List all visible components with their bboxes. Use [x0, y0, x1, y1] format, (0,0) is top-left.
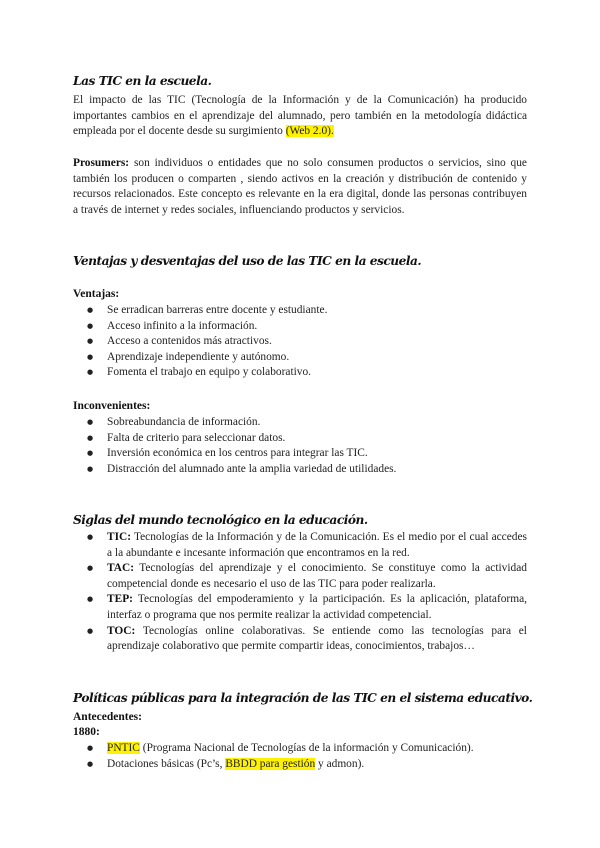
section-heading-siglas: Siglas del mundo tecnológico en la educación.	[73, 513, 368, 527]
antecedentes-list	[73, 741, 527, 772]
dotaciones-text-pre: Dotaciones básicas (Pc’s,	[107, 757, 226, 770]
sigla-text: Tecnologías de la Información y de la Comunicación. Es el medio por el cual accedes a la abundante e incesante información que encontramos en la red.	[107, 531, 527, 559]
list-item: ● Acceso a contenidos más atractivos.	[73, 334, 527, 350]
antecedentes-list-container	[73, 741, 527, 772]
section-heading-politicas: Políticas públicas para la integración de las TIC en el sistema educativo.	[73, 691, 533, 705]
sigla-term: TAC:	[107, 562, 134, 575]
siglas-list-container	[73, 530, 527, 655]
pntic-text: (Programa Nacional de Tecnologías de la información y Comunicación).	[139, 742, 474, 754]
prosumers-term: Prosumers:	[73, 157, 130, 169]
list-item: ● Distracción del alumnado ante la amplia variedad de utilidades.	[73, 462, 527, 478]
section-heading-tic-escuela: Las TIC en la escuela.	[73, 74, 212, 88]
intro-paragraph	[73, 93, 527, 140]
ventajas-list-container	[73, 303, 527, 381]
list-item: ● Aprendizaje independiente y autónomo.	[73, 350, 527, 366]
sigla-toc-item	[73, 624, 527, 655]
dotaciones-item	[73, 757, 527, 773]
section-heading-ventajas-desventajas: Ventajas y desventajas del uso de las TIC en la escuela.	[73, 254, 422, 268]
sigla-tac-item	[73, 561, 527, 592]
sigla-tic-item	[73, 530, 527, 561]
dotaciones-text-post: y admon).	[315, 757, 365, 770]
ventajas-label: Ventajas:	[73, 288, 120, 300]
sigla-tep-item	[73, 592, 527, 623]
bbdd-highlight: BBDD para gestión	[225, 757, 316, 770]
inconvenientes-list	[73, 415, 527, 477]
year-label: 1880:	[73, 726, 100, 738]
list-item: ● Acceso infinito a la información.	[73, 319, 527, 335]
pntic-highlight: PNTIC	[107, 742, 140, 754]
list-item: ● Inversión económica en los centros para integrar las TIC.	[73, 446, 527, 462]
list-item: ● Fomenta el trabajo en equipo y colaborativo.	[73, 365, 527, 381]
inconvenientes-label: Inconvenientes:	[73, 400, 151, 412]
intro-text: El impacto de las TIC (Tecnología de la Información y de la Comunicación) ha producido importantes cambios en el aprendizaje del alumnado, pero también en la metodología didáctica empleada por el docente desde su surgimiento	[73, 94, 527, 138]
sigla-text: Tecnologías del empoderamiento y la participación. Es la aplicación, plataforma, interfaz o programa que nos permite realizar la actividad competencial.	[107, 593, 527, 621]
antecedentes-label: Antecedentes:	[73, 711, 142, 723]
sigla-term: TIC:	[107, 531, 132, 543]
list-item: ● Falta de criterio para seleccionar datos.	[73, 431, 527, 447]
prosumers-text: son individuos o entidades que no solo consumen productos o servicios, sino que también los producen o comparten , siendo activos en la creación y distribución de contenido y recursos relacionados. Este concepto es relevante en la era digital, donde las personas contribuyen a través de internet y redes sociales, influenciando productos y servicios.	[73, 157, 527, 216]
pntic-item	[73, 741, 527, 757]
sigla-text: Tecnologías del aprendizaje y el conocimiento. Se constituye como la actividad competencial donde es necesario el uso de las TIC para poder realizarla.	[107, 562, 527, 590]
sigla-text: Tecnologías online colaborativas. Se entiende como las tecnologías para el aprendizaje colaborativo que permite compartir ideas, conocimientos, trabajos…	[107, 624, 527, 653]
siglas-list	[73, 530, 527, 655]
ventajas-list	[73, 303, 527, 381]
prosumers-paragraph	[73, 156, 527, 218]
sigla-term: TEP:	[107, 593, 133, 606]
list-item: ● Se erradican barreras entre docente y estudiante.	[73, 303, 527, 319]
web20-highlight: (Web 2.0).	[285, 125, 334, 138]
inconvenientes-list-container	[73, 415, 527, 477]
list-item: ● Sobreabundancia de información.	[73, 415, 527, 431]
sigla-term: TOC:	[107, 624, 136, 637]
